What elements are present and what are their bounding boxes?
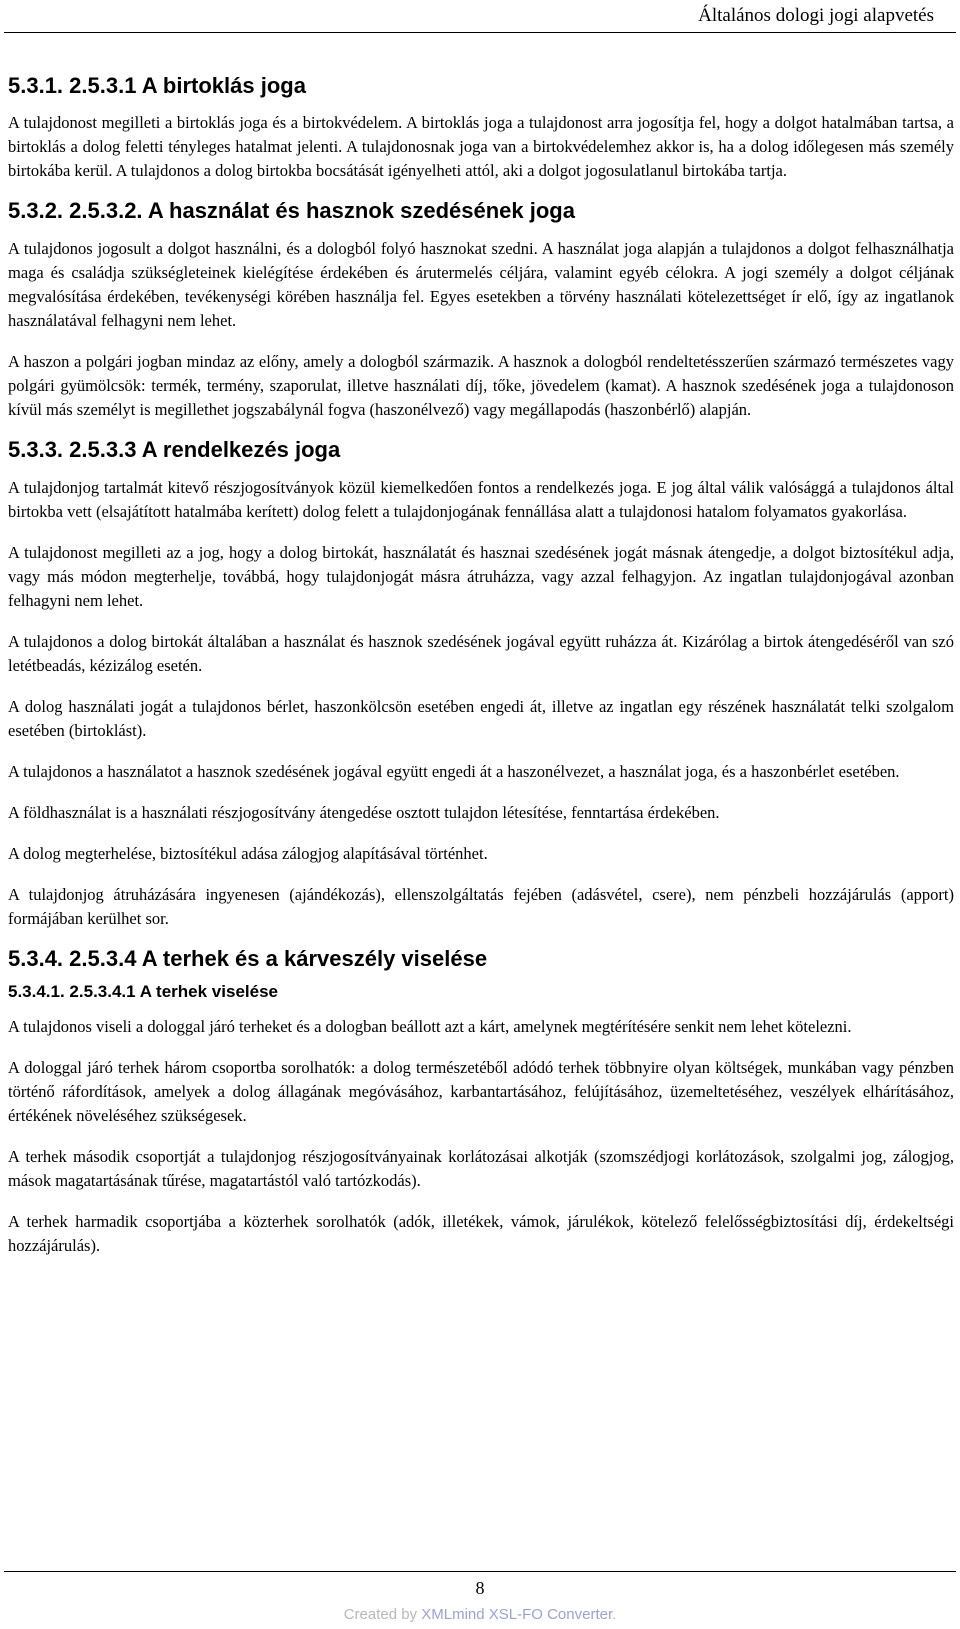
paragraph: A földhasználat is a használati részjogosítvány átengedése osztott tulajdon létesítése, fenntartása érdekében. [8,803,720,822]
converter-credit [0,1606,960,1623]
paragraph: A dolog használati jogát a tulajdonos bérlet, haszonkölcsön esetében engedi át, illetve az ingatlan egy részének használatát telki szolgalom esetében (birtoklást). [8,697,954,740]
document-body [8,72,954,1258]
paragraph: A tulajdonos viseli a dologgal járó terheket és a dologban beállott azt a kárt, amelynek megtérítésére senkit nem lehet kötelezni. [8,1017,852,1036]
paragraph: A tulajdonjog tartalmát kitevő részjogosítványok közül kiemelkedően fontos a rendelkezés joga. E jog által válik valósággá a tulajdonos által birtokba vett (elsajátított hatalmába kerített) dolog felett a tulajdonjogának fennállása alatt a tulajdonosi hatalom folyamatos gyakorlása. [8,478,954,521]
paragraph: A tulajdonost megilleti a birtoklás joga és a birtokvédelem. A birtoklás joga a tulajdonost arra jogosítja fel, hogy a dolgot hatalmában tartsa, a birtoklás a dolog feletti tényleges hatalmat jelenti. A tulajdonosnak joga van a birtokvédelemhez akkor is, ha a dolog időlegesen más személy birtokába kerül. A tulajdonos a dolog birtokba bocsátását igényelheti attól, aki a dolgot jogosulatlanul birtokába tartja. [8,113,954,180]
footer-divider [4,1571,956,1572]
paragraph: A terhek második csoportját a tulajdonjog részjogosítványainak korlátozásai alkotják (szomszédjogi korlátozások, szolgalmi jog, zálogjog, mások magatartásának tűrése, magatartástól való tartózkodás). [8,1147,954,1190]
section-heading-5-3-2: 5.3.2. 2.5.3.2. A használat és hasznok szedésének joga [8,198,575,223]
section-heading-5-3-1: 5.3.1. 2.5.3.1 A birtoklás joga [8,73,306,98]
paragraph: A terhek harmadik csoportjába a közterhek sorolhatók (adók, illetékek, vámok, járulékok, kötelező felelősségbiztosítási díj, érdekeltségi hozzájárulás). [8,1212,954,1255]
paragraph: A tulajdonost megilleti az a jog, hogy a dolog birtokát, használatát és hasznai szedésének jogát másnak átengedje, a dolgot biztosítékul adja, vagy más módon megterhelje, továbbá, hogy tulajdonjogát másra átruházza, vagy azzal felhagyjon. Az ingatlan tulajdonjogával azonban felhagyni nem lehet. [8,543,954,610]
page-number: 8 [475,1578,485,1598]
paragraph: A dologgal járó terhek három csoportba sorolhatók: a dolog természetéből adódó terhek többnyire olyan költségek, munkában vagy pénzben történő ráfordítások, amelyek a dolog állagának megóvásához, karbantartásához, felújításához, üzemeltetéséhez, veszélyek elhárításához, értékének növeléséhez szükségesek. [8,1058,954,1125]
credit-prefix: Created by [343,1606,422,1623]
paragraph: A tulajdonos a dolog birtokát általában a használat és hasznok szedésének jogával együtt ruházza át. Kizárólag a birtok átengedéséről van szó letétbeadás, kézizálog esetén. [8,632,954,675]
page-header [4,0,956,33]
paragraph: A tulajdonos jogosult a dolgot használni, és a dologból folyó hasznokat szedni. A használat joga alapján a tulajdonos a dolgot felhasználhatja maga és családja szükségleteinek kielégítése érdekében és árutermelés céljára, valamint egyéb célokra. A jogi személy a dolgot céljának megvalósítása érdekében, tevékenységi körében használja fel. Egyes esetekben a törvény használati kötelezettséget ír elő, így az ingatlanok használatával felhagyni nem lehet. [8,239,954,330]
paragraph: A tulajdonos a használatot a hasznok szedésének jogával együtt engedi át a haszonélvezet, a használat joga, és a haszonbérlet esetében. [8,762,900,781]
section-heading-5-3-3: 5.3.3. 2.5.3.3 A rendelkezés joga [8,437,341,462]
paragraph: A tulajdonjog átruházására ingyenesen (ajándékozás), ellenszolgáltatás fejében (adásvétel, csere), nem pénzbeli hozzájárulás (apport) formájában kerülhet sor. [8,885,954,928]
subsection-heading-5-3-4-1: 5.3.4.1. 2.5.3.4.1 A terhek viselése [8,982,278,1001]
credit-suffix: . [612,1606,617,1623]
paragraph: A dolog megterhelése, biztosítékul adása zálogjog alapításával történhet. [8,844,488,863]
running-title: Általános dologi jogi alapvetés [698,5,934,26]
paragraph: A haszon a polgári jogban mindaz az előny, amely a dologból származik. A hasznok a dologból rendeltetésszerűen származó természetes vagy polgári gyümölcsök: termék, termény, szaporulat, illetve használati díj, tőke, jövedelem (kamat). A hasznok szedésének joga a tulajdonoson kívül más személyt is megillethet jogszabálynál fogva (haszonélvező) vagy megállapodás (haszonbérlő) alapján. [8,352,954,419]
credit-brand-link[interactable]: XMLmind XSL-FO Converter [421,1606,613,1623]
section-heading-5-3-4: 5.3.4. 2.5.3.4 A terhek és a kárveszély viselése [8,946,488,971]
